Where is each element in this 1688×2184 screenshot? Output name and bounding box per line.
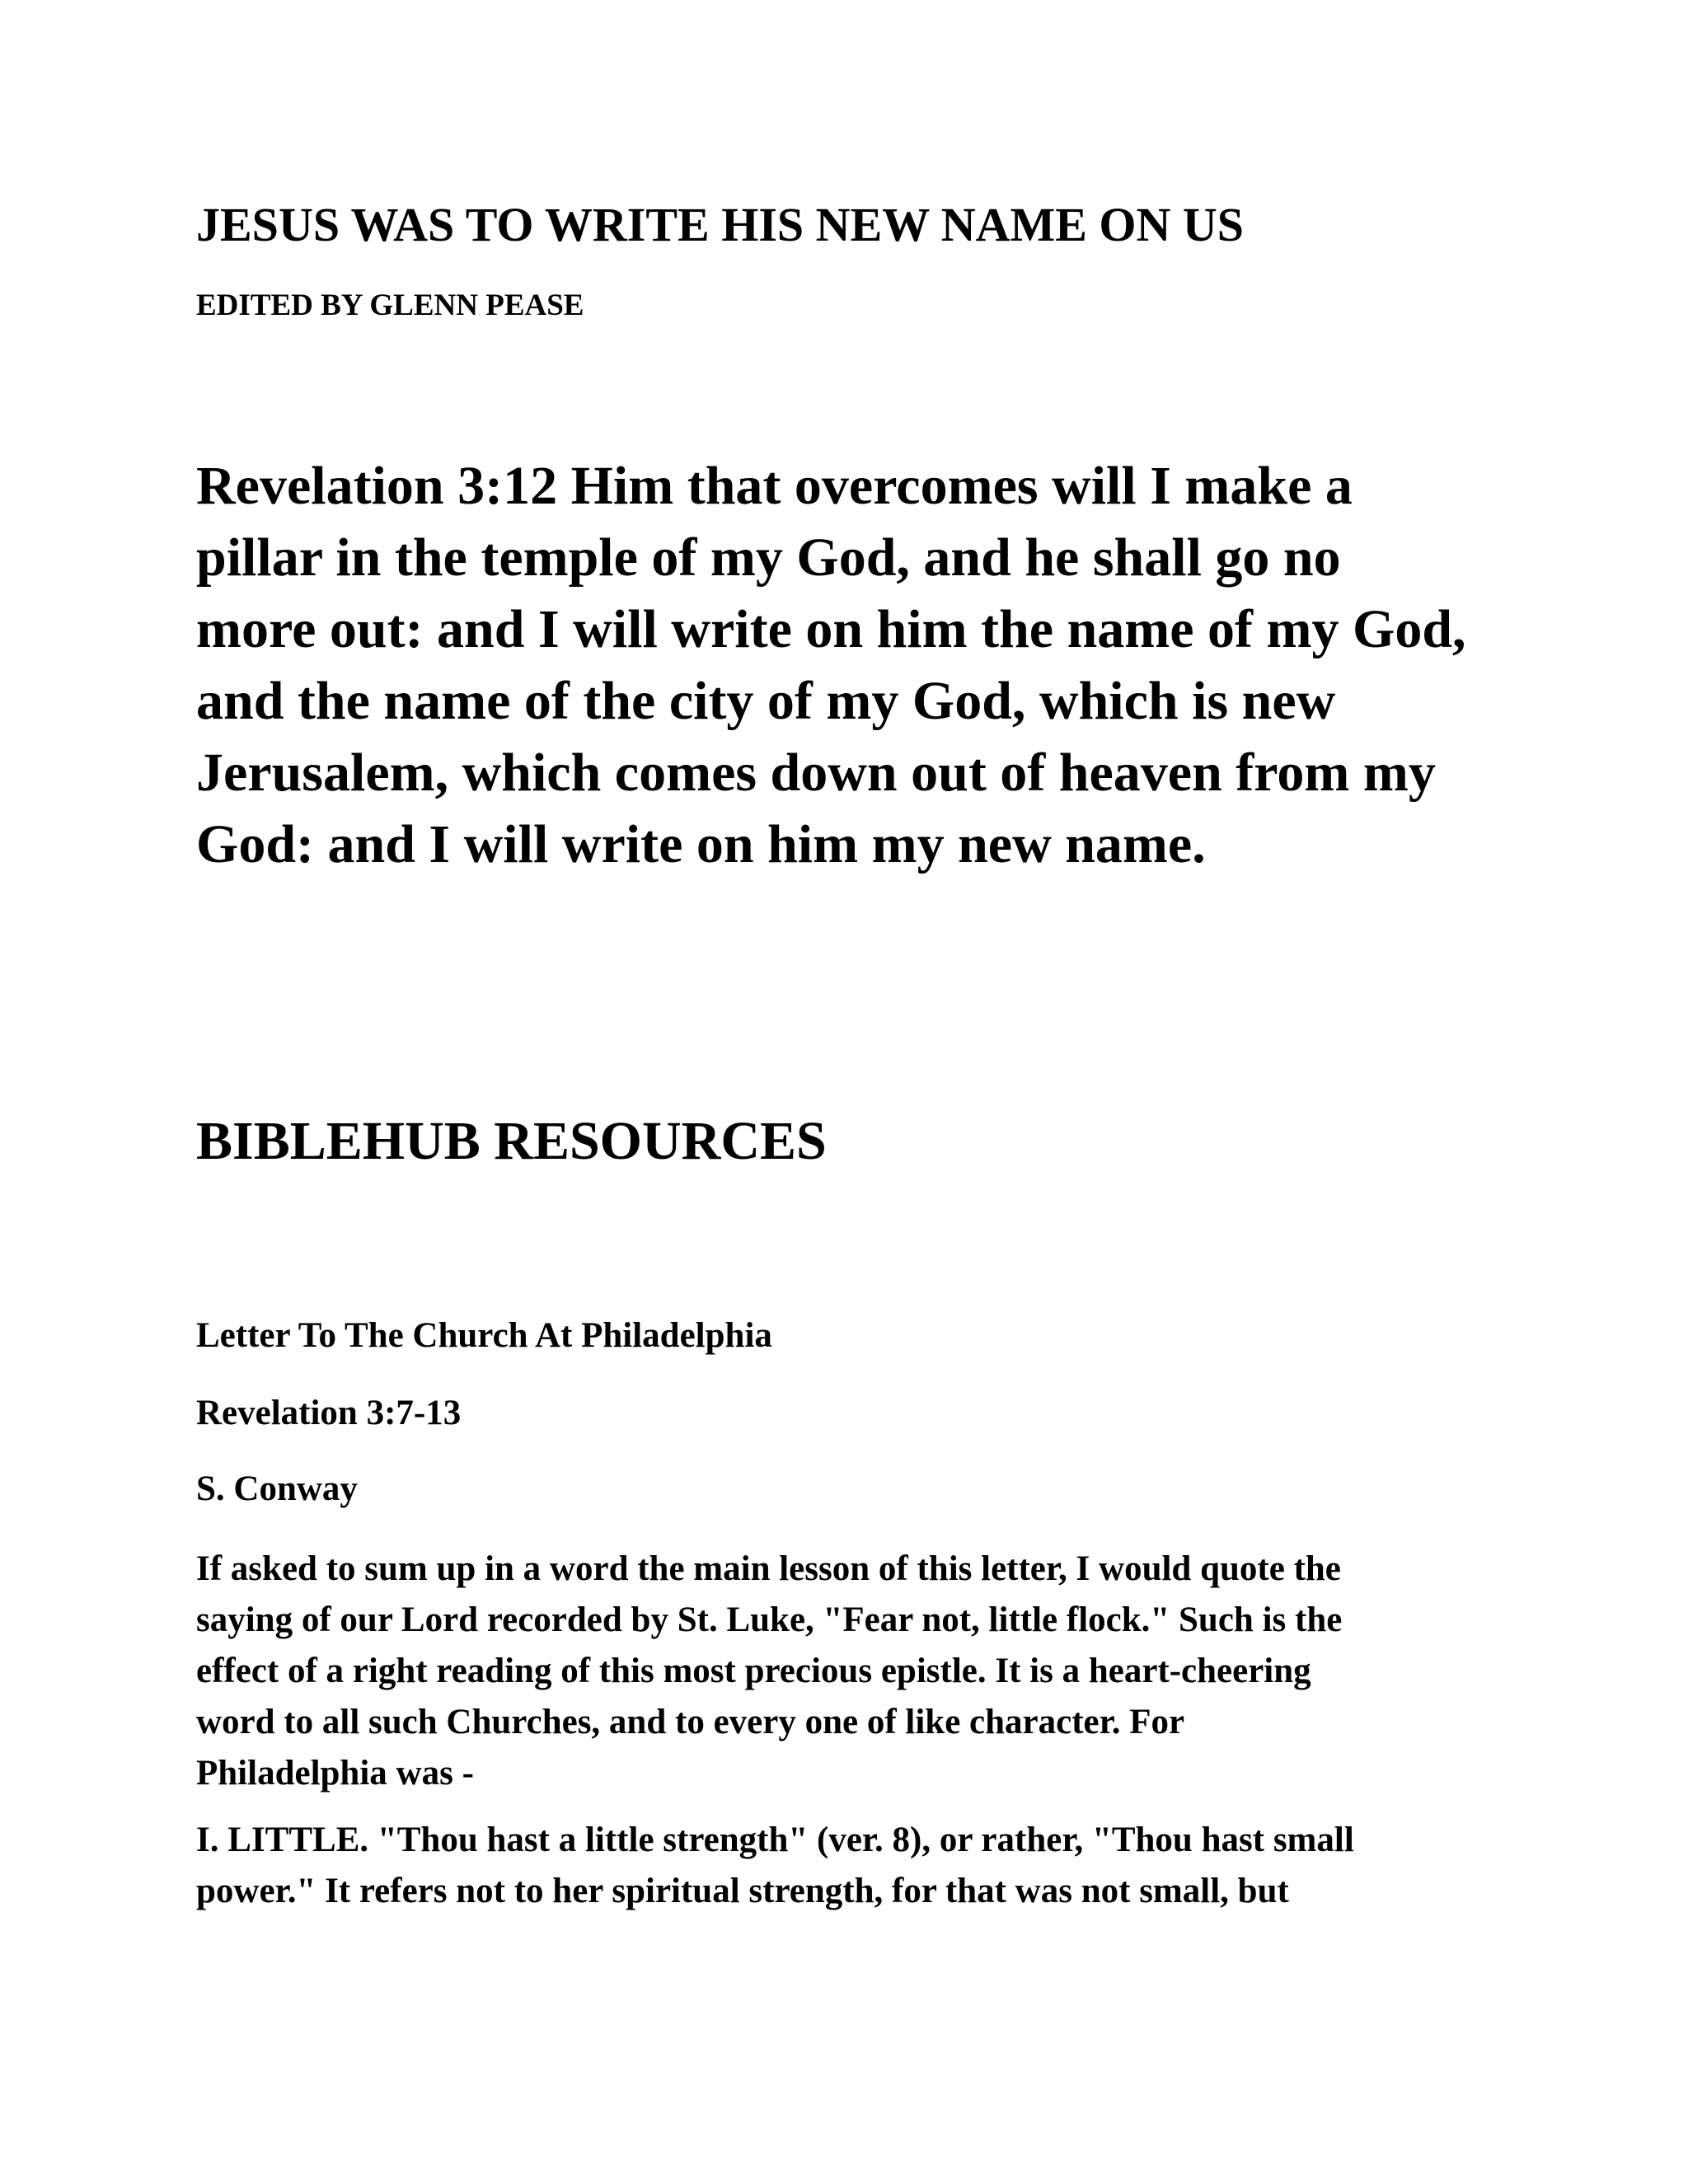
paragraph-line: If asked to sum up in a word the main lesson of this letter, I would quote the bbox=[196, 1549, 1341, 1588]
entry-author: S. Conway bbox=[196, 1469, 358, 1508]
entry-reference: Revelation 3:7-13 bbox=[196, 1394, 462, 1432]
paragraph-line: effect of a right reading of this most precious epistle. It is a heart-cheering bbox=[196, 1652, 1311, 1690]
paragraph-line: word to all such Churches, and to every one of like character. For bbox=[196, 1703, 1185, 1741]
editor-byline: EDITED BY GLENN PEASE bbox=[196, 288, 584, 322]
entry-title: Letter To The Church At Philadelphia bbox=[196, 1316, 772, 1355]
verse-line: more out: and I will write on him the name of my God, bbox=[196, 599, 1466, 659]
section-heading: BIBLEHUB RESOURCES bbox=[196, 1111, 827, 1171]
paragraph-line: I. LITTLE. "Thou hast a little strength" (ver. 8), or rather, "Thou hast small bbox=[196, 1821, 1354, 1859]
paragraph-line: Philadelphia was - bbox=[196, 1754, 474, 1793]
body-paragraph bbox=[196, 1815, 1354, 1917]
document-title: JESUS WAS TO WRITE HIS NEW NAME ON US bbox=[196, 198, 1245, 251]
verse-line: and the name of the city of my God, which is new bbox=[196, 671, 1336, 731]
paragraph-line: saying of our Lord recorded by St. Luke, "Fear not, little flock." Such is the bbox=[196, 1601, 1343, 1639]
body-paragraph bbox=[196, 1544, 1342, 1799]
verse-line: Revelation 3:12 Him that overcomes will I make a bbox=[196, 456, 1353, 516]
verse-line: pillar in the temple of my God, and he shall go no bbox=[196, 527, 1341, 588]
paragraph-line: power." It refers not to her spiritual strength, for that was not small, but bbox=[196, 1872, 1289, 1910]
scripture-verse bbox=[196, 450, 1466, 880]
verse-line: God: and I will write on him my new name. bbox=[196, 814, 1206, 874]
verse-line: Jerusalem, which comes down out of heaven from my bbox=[196, 743, 1436, 803]
